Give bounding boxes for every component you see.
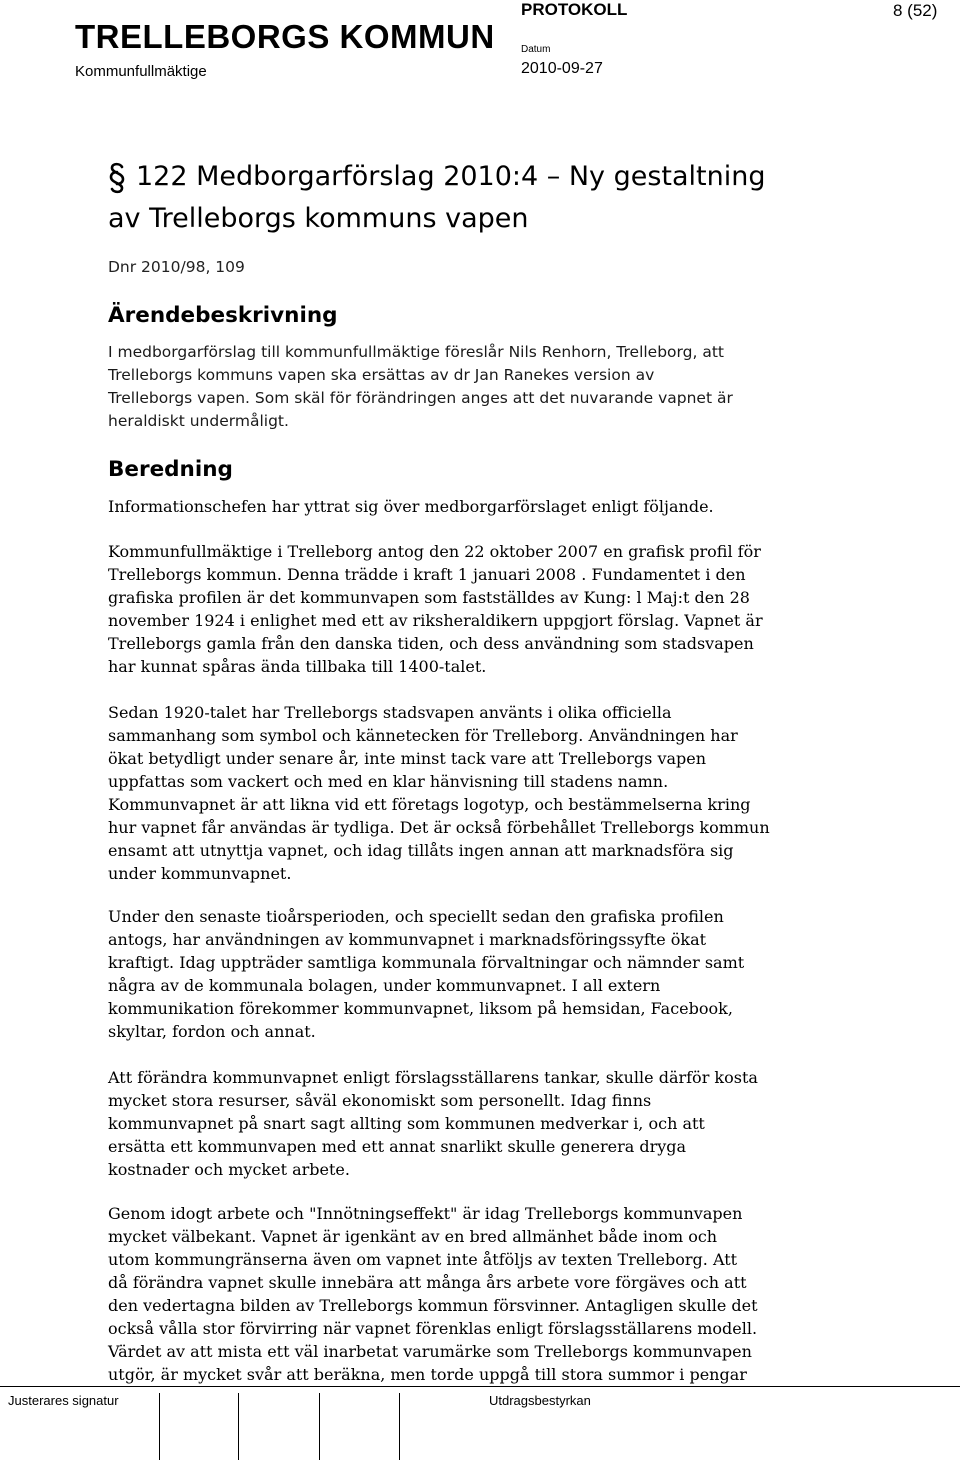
text-line: november 1924 i enlighet med ett av riksheraldikern uppgjort förslag. Vapnet är bbox=[108, 611, 763, 630]
body-paragraph bbox=[108, 905, 928, 1043]
organization-name: TRELLEBORGS KOMMUN bbox=[75, 18, 495, 55]
text-line: Informationschefen har yttrat sig över medborgarförslaget enligt följande. bbox=[108, 497, 714, 516]
text-line: mycket välbekant. Vapnet är igenkänt av en bred allmänhet både inom och bbox=[108, 1227, 718, 1246]
footer-divider bbox=[0, 1386, 960, 1387]
body-paragraph bbox=[108, 701, 928, 885]
text-line: kraftigt. Idag uppträder samtliga kommunala förvaltningar och nämnder samt bbox=[108, 953, 745, 972]
text-line: kommunikation förekommer kommunvapnet, liksom på hemsidan, Facebook, bbox=[108, 999, 733, 1018]
page-number: 8 (52) bbox=[893, 1, 938, 20]
text-line: Trelleborgs vapen. Som skäl för förändringen anges att det nuvarande vapnet är bbox=[108, 389, 733, 407]
preparation-intro bbox=[108, 495, 928, 518]
text-line: Kommunvapnet är att likna vid ett företags logotyp, och bestämmelserna kring bbox=[108, 795, 751, 814]
signature-box-divider bbox=[238, 1393, 239, 1460]
section-sign-icon bbox=[106, 162, 128, 207]
text-line: kommunvapnet på snart sagt allting som kommunen medverkar i, och att bbox=[108, 1114, 705, 1133]
signature-label: Justerares signatur bbox=[8, 1393, 119, 1408]
text-line: Att förändra kommunvapnet enligt förslagsställarens tankar, skulle därför kosta bbox=[108, 1068, 758, 1087]
text-line: mycket stora resurser, såväl ekonomiskt som personellt. Idag finns bbox=[108, 1091, 652, 1110]
text-line: utgör, är mycket svår att beräkna, men torde uppgå till stora summor i pengar bbox=[108, 1365, 747, 1384]
text-line: Värdet av att mista ett väl inarbetat varumärke som Trelleborgs kommunvapen bbox=[108, 1342, 752, 1361]
text-line: ensamt att utnyttja vapnet, och idag tillåts ingen annan att marknadsföra sig bbox=[108, 841, 734, 860]
text-line: den vedertagna bilden av Trelleborgs kommun försvinner. Antagligen skulle det bbox=[108, 1296, 758, 1315]
body-paragraph bbox=[108, 1066, 928, 1181]
text-line: grafiska profilen är det kommunvapen som fastställdes av Kung: l Maj:t den 28 bbox=[108, 588, 750, 607]
text-line: heraldiskt undermåligt. bbox=[108, 412, 289, 430]
text-line: hur vapnet får användas är tydliga. Det är också förbehållet Trelleborgs kommun bbox=[108, 818, 770, 837]
text-line: har kunnat spåras ända tillbaka till 1400-talet. bbox=[108, 657, 487, 676]
signature-box-divider bbox=[319, 1393, 320, 1460]
text-line: Kommunfullmäktige i Trelleborg antog den 22 oktober 2007 en grafisk profil för bbox=[108, 542, 761, 561]
signature-box-divider bbox=[159, 1393, 160, 1460]
text-line: uppfattas som vackert och med en klar hänvisning till stadens namn. bbox=[108, 772, 669, 791]
body-paragraph bbox=[108, 540, 928, 678]
text-line: sammanhang som symbol och kännetecken för Trelleborg. Användningen har bbox=[108, 726, 738, 745]
date-value: 2010-09-27 bbox=[521, 60, 603, 77]
heading-case-description: Ärendebeskrivning bbox=[108, 303, 338, 328]
text-line: under kommunvapnet. bbox=[108, 864, 292, 883]
text-line: I medborgarförslag till kommunfullmäktige föreslår Nils Renhorn, Trelleborg, att bbox=[108, 343, 724, 361]
heading-preparation: Beredning bbox=[108, 457, 233, 482]
text-line: Trelleborgs gamla från den danska tiden, och dess användning som stadsvapen bbox=[108, 634, 754, 653]
text-line: Genom idogt arbete och "Innötningseffekt" är idag Trelleborgs kommunvapen bbox=[108, 1204, 743, 1223]
signature-box-divider bbox=[399, 1393, 400, 1460]
text-line: ersätta ett kommunvapen med ett annat snarlikt skulle generera dryga bbox=[108, 1137, 687, 1156]
organization-department: Kommunfullmäktige bbox=[75, 63, 207, 80]
body-paragraph bbox=[108, 1202, 928, 1386]
text-line: Trelleborgs kommun. Denna trädde i kraft 1 januari 2008 . Fundamentet i den bbox=[108, 565, 746, 584]
text-line: också vålla stor förvirring när vapnet förenklas enligt förslagsställarens modell. bbox=[108, 1319, 758, 1338]
text-line: några av de kommunala bolagen, under kommunvapnet. I all extern bbox=[108, 976, 661, 995]
text-line: ökat betydligt under senare år, inte minst tack vare att Trelleborgs vapen bbox=[108, 749, 707, 768]
text-line: Under den senaste tioårsperioden, och speciellt sedan den grafiska profilen bbox=[108, 907, 724, 926]
text-line: skyltar, fordon och annat. bbox=[108, 1022, 316, 1041]
title-line: av Trelleborgs kommuns vapen bbox=[108, 203, 529, 234]
case-description-paragraph bbox=[108, 341, 908, 433]
text-line: kostnader och mycket arbete. bbox=[108, 1160, 350, 1179]
text-line: Trelleborgs kommuns vapen ska ersättas av dr Jan Ranekes version av bbox=[108, 366, 655, 384]
text-line: då förändra vapnet skulle innebära att många års arbete vore förgäves och att bbox=[108, 1273, 747, 1292]
text-line: Sedan 1920-talet har Trelleborgs stadsvapen använts i olika officiella bbox=[108, 703, 672, 722]
date-label: Datum bbox=[521, 44, 551, 55]
text-line: utom kommungränserna även om vapnet inte åtföljs av texten Trelleborg. Att bbox=[108, 1250, 738, 1269]
text-line: antogs, har användningen av kommunvapnet i marknadsföringssyfte ökat bbox=[108, 930, 707, 949]
extract-certification-label: Utdragsbestyrkan bbox=[489, 1393, 591, 1408]
diary-number: Dnr 2010/98, 109 bbox=[108, 258, 245, 276]
title-line: 122 Medborgarförslag 2010:4 – Ny gestaltning bbox=[136, 161, 766, 192]
section-title bbox=[108, 156, 908, 240]
document-type: PROTOKOLL bbox=[521, 0, 628, 19]
